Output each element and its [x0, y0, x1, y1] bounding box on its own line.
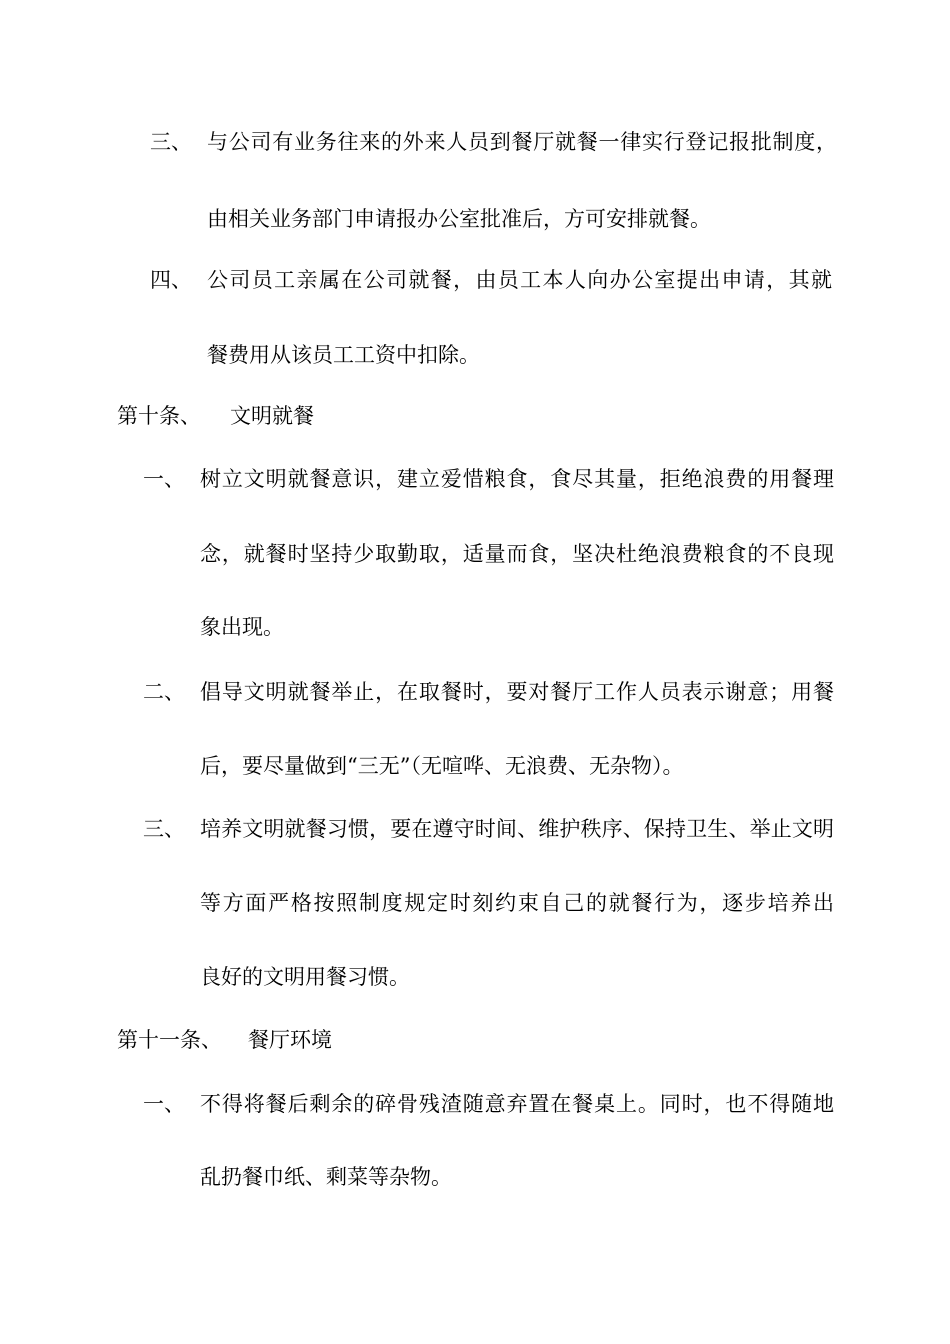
paragraph-line: 倡导文明就餐举止，在取餐时，要对餐厅工作人员表示谢意；用餐 [200, 680, 834, 704]
item-number: 三、 [143, 817, 185, 841]
paragraph-line: 乱扔餐巾纸、剩菜等杂物。 [200, 1165, 452, 1189]
paragraph-line: 培养文明就餐习惯，要在遵守时间、维护秩序、保持卫生、举止文明 [200, 817, 834, 841]
article-number: 第十条、 [117, 404, 201, 428]
paragraph-line: 公司员工亲属在公司就餐，由员工本人向办公室提出申请，其就 [207, 268, 832, 292]
item-number: 一、 [143, 467, 185, 491]
paragraph-line: 后，要尽量做到“三无”（无喧哗、无浪费、无杂物）。 [200, 754, 684, 778]
paragraph-line: 良好的文明用餐习惯。 [200, 965, 410, 989]
item-number: 二、 [143, 680, 185, 704]
paragraph-line: 餐费用从该员工工资中扣除。 [207, 343, 480, 367]
article-title: 文明就餐 [230, 404, 314, 428]
paragraph-line: 由相关业务部门申请报办公室批准后，方可安排就餐。 [207, 207, 711, 231]
item-number: 四、 [150, 268, 192, 292]
paragraph-line: 与公司有业务往来的外来人员到餐厅就餐一律实行登记报批制度， [207, 130, 837, 154]
paragraph-line: 等方面严格按照制度规定时刻约束自己的就餐行为，逐步培养出 [200, 891, 834, 915]
article-number: 第十一条、 [117, 1028, 222, 1052]
article-title: 餐厅环境 [248, 1028, 332, 1052]
paragraph-line: 不得将餐后剩余的碎骨残渣随意弃置在餐桌上。同时，也不得随地 [200, 1092, 834, 1116]
paragraph-line: 象出现。 [200, 615, 284, 639]
item-number: 一、 [143, 1092, 185, 1116]
paragraph-line: 树立文明就餐意识，建立爱惜粮食，食尽其量，拒绝浪费的用餐理 [200, 467, 834, 491]
item-number: 三、 [150, 130, 192, 154]
paragraph-line: 念，就餐时坚持少取勤取，适量而食，坚决杜绝浪费粮食的不良现 [200, 542, 834, 566]
